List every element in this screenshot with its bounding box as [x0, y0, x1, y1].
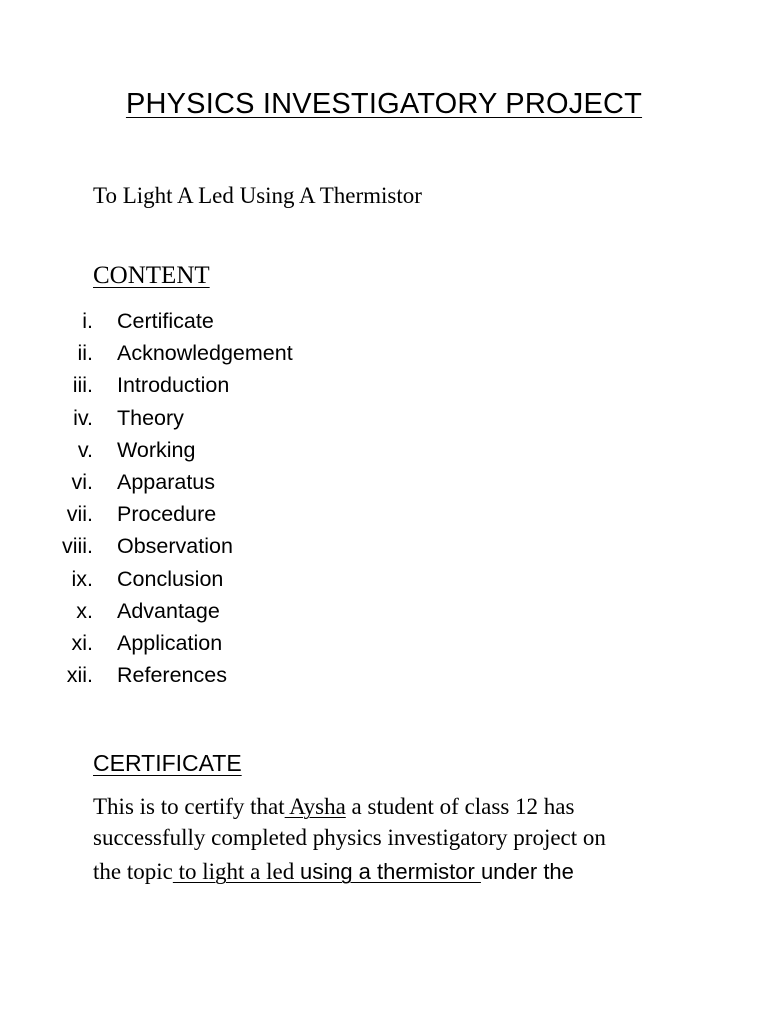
toc-item-number: xi.	[71, 630, 93, 655]
toc-item-number: ii.	[77, 341, 93, 366]
student-name: Aysha	[284, 794, 346, 819]
toc-item-label: Certificate	[117, 309, 214, 333]
toc-item-label: Working	[117, 437, 196, 462]
project-subtitle: To Light A Led Using A Thermistor	[93, 183, 422, 208]
certificate-text: the topic	[93, 859, 173, 884]
toc-item-label: Apparatus	[117, 469, 216, 494]
toc-item-label: Application	[117, 630, 223, 655]
toc-item-label: Acknowledgement	[117, 341, 293, 366]
toc-item-label: Introduction	[117, 373, 230, 398]
toc-item-number: viii.	[61, 534, 93, 559]
certificate-line: successfully completed physics investigatory project on	[93, 825, 606, 850]
toc-item-number: i.	[82, 309, 93, 333]
toc-item-label: Observation	[117, 534, 233, 559]
toc-item-number: iv.	[73, 405, 93, 430]
toc-item-number: vi.	[71, 469, 93, 494]
certificate-heading: CERTIFICATE	[93, 750, 242, 776]
certificate-text: a student of class 12 has	[345, 794, 575, 819]
page-title: PHYSICS INVESTIGATORY PROJECT	[125, 88, 643, 120]
toc-item-label: Procedure	[117, 502, 217, 527]
certificate-line	[93, 856, 713, 887]
toc-item-number: ix.	[71, 566, 93, 591]
toc-item-number: v.	[77, 437, 93, 462]
toc-item-number: xii.	[66, 663, 93, 688]
toc-item-label: Conclusion	[117, 566, 224, 591]
toc-item-number: vii.	[66, 502, 93, 527]
toc-item-number: iii.	[72, 373, 93, 398]
project-topic: to light a led	[172, 859, 300, 884]
certificate-line	[93, 791, 713, 822]
certificate-text: under the	[480, 859, 574, 884]
toc-item-label: Advantage	[117, 598, 220, 623]
project-topic-continued: using a thermistor	[299, 859, 481, 884]
toc-item-label: Theory	[117, 405, 184, 430]
content-heading: CONTENT	[93, 262, 210, 289]
toc-item-label: References	[117, 663, 227, 688]
certificate-body	[93, 791, 713, 887]
certificate-text: This is to certify that	[93, 794, 285, 819]
toc-item-number: x.	[76, 598, 93, 623]
